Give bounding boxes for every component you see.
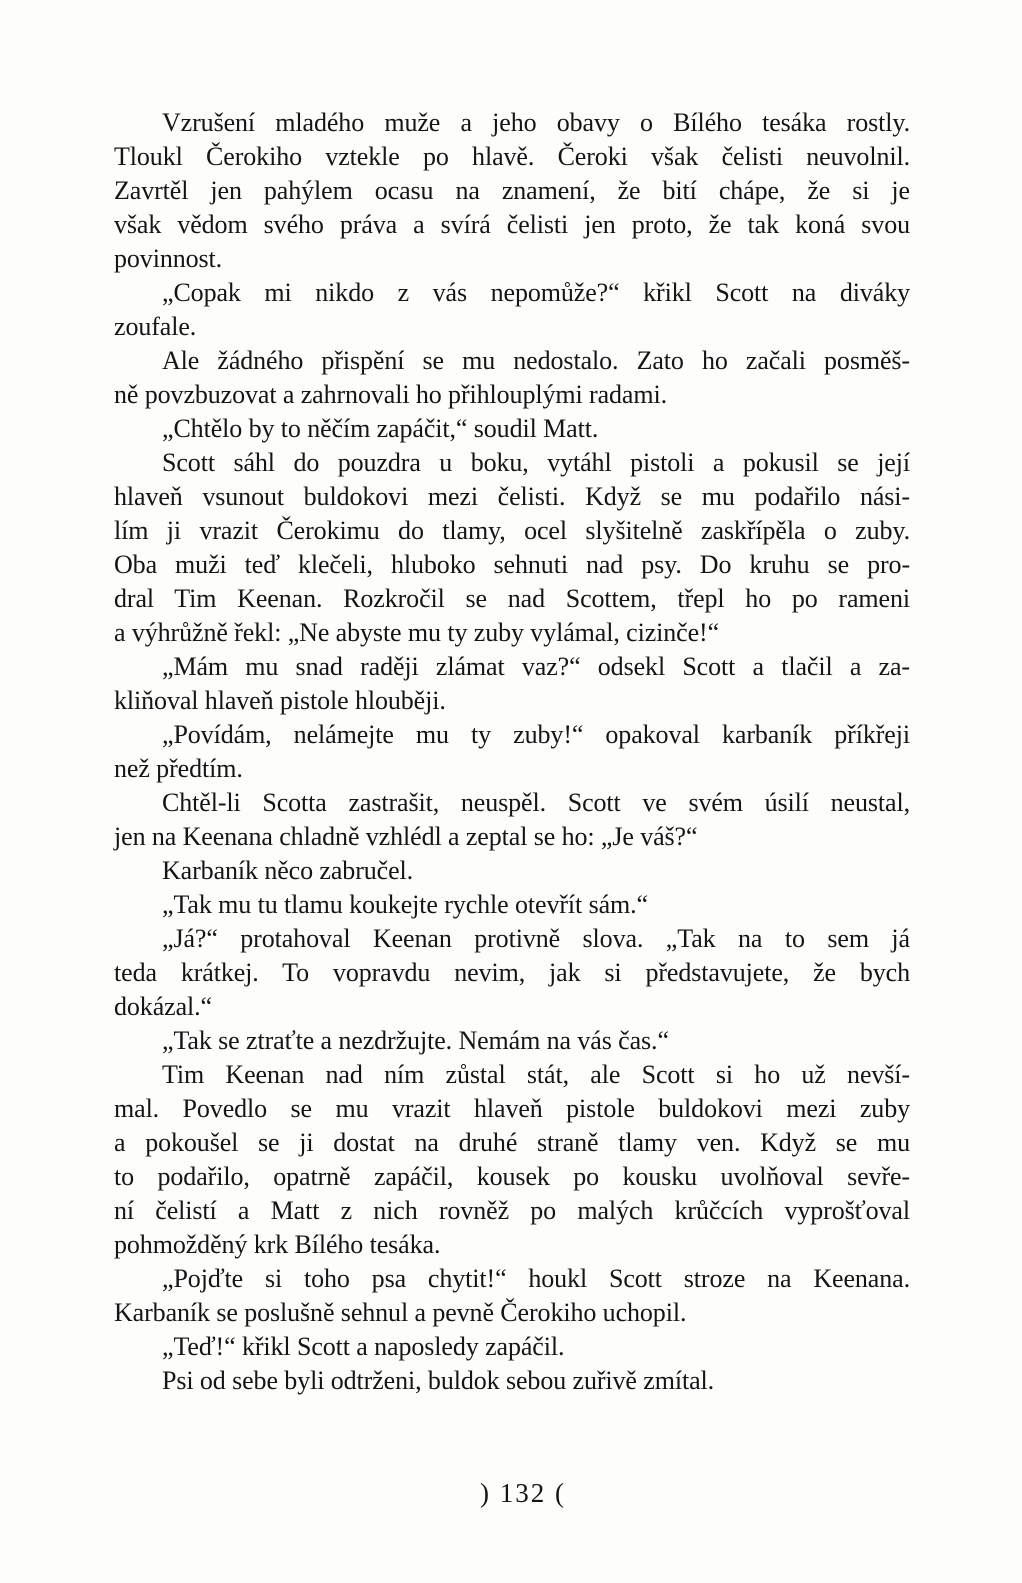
text-line: Karbaník něco zabručel. xyxy=(162,856,414,885)
page-text xyxy=(114,106,910,1398)
text-line: mal. Povedlo se mu vrazit hlaveň pistole buldokovi mezi zuby xyxy=(114,1094,910,1123)
text-line: však vědom svého práva a svírá čelisti jen proto, že tak koná svou xyxy=(114,210,910,239)
paragraph xyxy=(114,1058,910,1262)
text-line: a výhrůžně řekl: „Ne abyste mu ty zuby vylámal, cizinče!“ xyxy=(114,618,720,647)
text-line: „Mám mu snad raději zlámat vaz?“ odsekl Scott a tlačil a za- xyxy=(162,652,910,681)
text-line: ně povzbuzovat a zahrnovali ho přihlouplými radami. xyxy=(114,380,668,409)
text-line: Psi od sebe byli odtrženi, buldok sebou zuřivě zmítal. xyxy=(162,1366,715,1395)
text-line: Scott sáhl do pouzdra u boku, vytáhl pistoli a pokusil se její xyxy=(162,448,910,477)
text-line: povinnost. xyxy=(114,244,223,273)
text-line: dral Tim Keenan. Rozkročil se nad Scottem, třepl ho po rameni xyxy=(114,584,910,613)
text-line: Tloukl Čerokiho vztekle po hlavě. Čeroki však čelisti neuvolnil. xyxy=(114,142,910,171)
paragraph xyxy=(114,1024,910,1058)
text-line: než předtím. xyxy=(114,754,243,783)
paragraph xyxy=(114,786,910,854)
paragraph xyxy=(114,1364,910,1398)
paragraph xyxy=(114,276,910,344)
paragraph xyxy=(114,106,910,276)
text-line: Oba muži teď klečeli, hluboko sehnuti nad psy. Do kruhu se pro- xyxy=(114,550,910,579)
text-line: pohmožděný krk Bílého tesáka. xyxy=(114,1230,441,1259)
paragraph xyxy=(114,446,910,650)
text-line: Vzrušení mladého muže a jeho obavy o Bílého tesáka rostly. xyxy=(162,108,910,137)
text-line: „Tak se ztraťte a nezdržujte. Nemám na vás čas.“ xyxy=(162,1026,669,1055)
paragraph xyxy=(114,854,910,888)
text-line: Ale žádného přispění se mu nedostalo. Zato ho začali posměš- xyxy=(162,346,910,375)
text-line: Karbaník se poslušně sehnul a pevně Čerokiho uchopil. xyxy=(114,1298,687,1327)
text-line: „Teď!“ křikl Scott a naposledy zapáčil. xyxy=(162,1332,565,1361)
text-line: to podařilo, opatrně zapáčil, kousek po kousku uvolňoval sevře- xyxy=(114,1162,910,1191)
text-line: hlaveň vsunout buldokovi mezi čelisti. Když se mu podařilo nási- xyxy=(114,482,910,511)
text-line: jen na Keenana chladně vzhlédl a zeptal se ho: „Je váš?“ xyxy=(114,822,698,851)
text-line: „Pojďte si toho psa chytit!“ houkl Scott stroze na Keenana. xyxy=(162,1264,910,1293)
paragraph xyxy=(114,344,910,412)
text-line: „Tak mu tu tlamu koukejte rychle otevřít sám.“ xyxy=(162,890,648,919)
text-line: kliňoval hlaveň pistole hlouběji. xyxy=(114,686,446,715)
paragraph xyxy=(114,1330,910,1364)
paragraph xyxy=(114,1262,910,1330)
paragraph xyxy=(114,412,910,446)
text-line: ní čelistí a Matt z nich rovněž po malých krůčcích vyprošťoval xyxy=(114,1196,910,1225)
paragraph xyxy=(114,718,910,786)
text-line: lím ji vrazit Čerokimu do tlamy, ocel slyšitelně zaskřípěla o zuby. xyxy=(114,516,910,545)
text-line: zoufale. xyxy=(114,312,197,341)
text-line: „Chtělo by to něčím zapáčit,“ soudil Matt. xyxy=(162,414,599,443)
text-line: „Já?“ protahoval Keenan protivně slova. „Tak na to sem já xyxy=(162,924,910,953)
text-line: „Copak mi nikdo z vás nepomůže?“ křikl Scott na diváky xyxy=(162,278,910,307)
text-line: teda krátkej. To vopravdu nevim, jak si představujete, že bych xyxy=(114,958,910,987)
page-number: ) 132 ( xyxy=(480,1478,566,1508)
text-line: Zavrtěl jen pahýlem ocasu na znamení, že bití chápe, že si je xyxy=(114,176,910,205)
text-line: dokázal.“ xyxy=(114,992,212,1021)
paragraph xyxy=(114,650,910,718)
paragraph xyxy=(114,922,910,1024)
text-line: „Povídám, nelámejte mu ty zuby!“ opakoval karbaník příkřeji xyxy=(162,720,910,749)
text-line: Tim Keenan nad ním zůstal stát, ale Scott si ho už nevší- xyxy=(162,1060,910,1089)
paragraph xyxy=(114,888,910,922)
text-line: a pokoušel se ji dostat na druhé straně tlamy ven. Když se mu xyxy=(114,1128,910,1157)
text-line: Chtěl-li Scotta zastrašit, neuspěl. Scott ve svém úsilí neustal, xyxy=(162,788,910,817)
